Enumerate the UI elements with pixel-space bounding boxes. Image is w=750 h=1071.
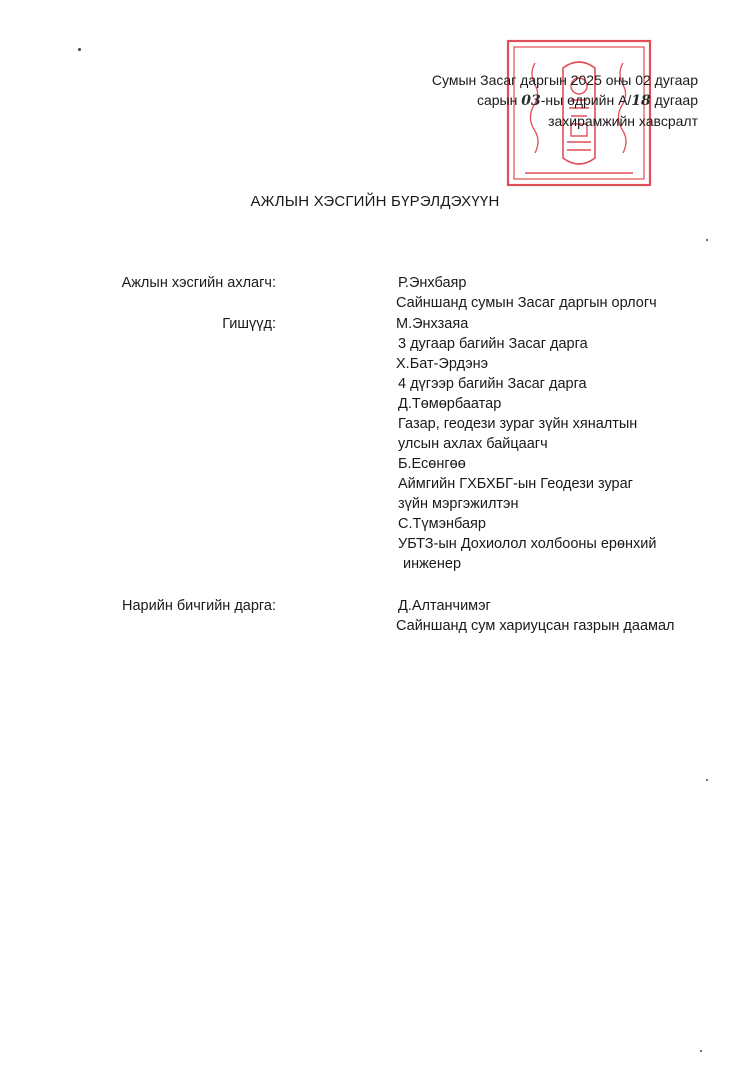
secretary-value — [396, 596, 726, 636]
annex-line-2 — [432, 90, 698, 111]
head-position: Сайншанд сумын Засаг даргын орлогч — [396, 295, 657, 311]
members-list — [396, 314, 726, 574]
secretary-position: Сайншанд сум хариуцсан газрын даамал — [396, 618, 675, 634]
secretary-label: Нарийн бичгийн дарга: — [122, 598, 276, 614]
members-label: Гишүүд: — [222, 316, 276, 332]
annex-line-2-mid: -ны өдрийн А/ — [540, 92, 632, 108]
annex-header — [432, 70, 698, 131]
handwritten-day: 03 — [521, 93, 541, 109]
member-line: Х.Бат-Эрдэнэ — [396, 356, 489, 372]
annex-line-2-suffix: дугаар — [650, 92, 698, 108]
handwritten-number: 18 — [631, 93, 651, 109]
member-line: 3 дугаар багийн Засаг дарга — [398, 336, 588, 352]
member-line: Б.Есөнгөө — [398, 456, 466, 472]
member-line: зүйн мэргэжилтэн — [398, 496, 519, 512]
head-name: Р.Энхбаяр — [398, 275, 467, 291]
annex-line-3: захирамжийн хавсралт — [548, 113, 698, 129]
member-line: инженер — [403, 556, 462, 572]
member-line: Д.Төмөрбаатар — [398, 396, 502, 412]
member-line: М.Энхзаяа — [396, 316, 469, 332]
annex-line-1: Сумын Засаг даргын 2025 оны 02 дугаар — [431, 72, 698, 88]
head-value — [396, 273, 726, 313]
member-line: улсын ахлах байцаагч — [398, 436, 548, 452]
member-line: УБТЗ-ын Дохиолол холбооны ерөнхий — [398, 536, 657, 552]
annex-line-2-prefix: сарын — [476, 92, 522, 108]
head-label: Ажлын хэсгийн ахлагч: — [121, 275, 276, 291]
secretary-name: Д.Алтанчимэг — [398, 598, 491, 614]
member-line: С.Түмэнбаяр — [398, 516, 486, 532]
member-line: Аймгийн ГХБХБГ-ын Геодези зураг — [398, 476, 633, 492]
document-title: АЖЛЫН ХЭСГИЙН БҮРЭЛДЭХҮҮН — [250, 193, 500, 210]
member-line: Газар, геодези зураг зүйн хяналтын — [398, 416, 638, 432]
member-line: 4 дүгээр багийн Засаг дарга — [398, 376, 587, 392]
